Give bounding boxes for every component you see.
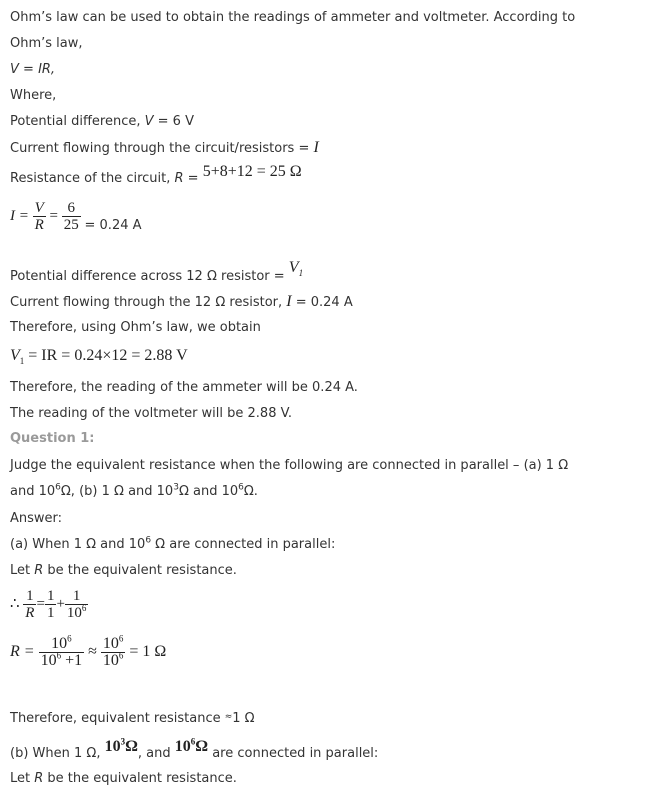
denominator [101, 650, 126, 669]
r-var: R [34, 771, 44, 786]
sup: 6 [145, 535, 152, 546]
base: 10 [51, 635, 68, 652]
text: Therefore, equivalent resistance [10, 711, 225, 726]
current-12ohm-line [10, 294, 353, 311]
pd-var: V [144, 114, 154, 129]
tail: +1 [61, 652, 83, 669]
current-12-label: Current flowing through the 12 Ω resistor, [10, 295, 287, 310]
text: Let [10, 563, 35, 578]
sup: 3 [173, 482, 179, 493]
base: 10 [174, 738, 191, 755]
numerator: 1 [23, 588, 36, 605]
fraction-1-over-r [23, 588, 36, 621]
fraction-1-over-10-6 [65, 588, 89, 621]
numerator: 1 [65, 588, 89, 605]
r-result: = 1 Ω [129, 643, 167, 661]
voltmeter-reading: The reading of the voltmeter will be 2.88 V. [10, 406, 292, 421]
var-v: V [10, 62, 19, 77]
pd-across-label: Potential difference across 12 Ω resistor = [10, 269, 289, 284]
v-var: V [288, 259, 299, 276]
parallel-equation-1 [10, 588, 88, 621]
pd-across-line [10, 259, 304, 285]
numerator: 1 [46, 588, 55, 604]
potential-difference-line [10, 114, 194, 130]
text: be the equivalent resistance. [43, 771, 237, 786]
resistance-expr: 5+8+12 = 25 Ω [202, 163, 302, 180]
base: 10 [104, 738, 121, 755]
v1-eq-var: V [10, 347, 20, 364]
base: 10 [66, 605, 82, 621]
fraction-10-6-over-10-6 [101, 633, 126, 669]
part-b-line [10, 736, 379, 762]
approx-symbol: ≈ [88, 643, 97, 661]
resistor-10-6 [175, 738, 208, 755]
fraction-1-over-1 [45, 588, 57, 621]
let-r-line-2 [10, 771, 237, 787]
text: Ω. [243, 484, 258, 499]
resistance-eq: = [183, 171, 203, 186]
answer-label: Answer: [10, 511, 63, 526]
sup: 6 [118, 650, 124, 661]
text: Ω are connected in parallel: [151, 537, 336, 552]
intro-paragraph-line-2: Ohm’s law, [10, 36, 83, 51]
pd-label: Potential difference, [10, 114, 145, 129]
omega: Ω [125, 738, 138, 755]
question-text-line-2 [10, 484, 258, 500]
therefore-ohms-line: Therefore, using Ohm’s law, we obtain [10, 320, 261, 335]
current-12-value: = 0.24 A [291, 295, 353, 310]
subscript: 1 [298, 268, 304, 279]
denominator [65, 605, 89, 621]
current-label: Current flowing through the circuit/resistors = [10, 141, 314, 156]
fraction-10-6-over-10-6-plus-1 [39, 633, 85, 669]
numerator: V [34, 200, 44, 216]
i-lhs: I = [10, 207, 29, 224]
text: Let [10, 771, 35, 786]
r-var: R [34, 563, 44, 578]
denominator: R [34, 217, 44, 233]
let-r-line [10, 563, 237, 579]
sup: 6 [55, 482, 61, 493]
r-lhs: R = [10, 643, 35, 661]
current-12-var: I [286, 293, 292, 310]
pd-value: = 6 V [153, 114, 194, 129]
resistance-var: R [174, 171, 184, 186]
approx-symbol: ≈ [224, 712, 233, 722]
sup: 6 [67, 633, 72, 644]
text: , and [137, 746, 175, 761]
base: 10 [40, 652, 57, 669]
v1-equation [10, 347, 188, 367]
value: 1 Ω [232, 711, 255, 726]
text: and 10 [10, 484, 56, 499]
current-var: I [313, 139, 319, 156]
sup: 6 [81, 603, 87, 613]
equals: = [49, 207, 59, 224]
denominator: 25 [63, 217, 79, 233]
parallel-equation-2 [10, 633, 167, 669]
current-calculation [10, 200, 142, 233]
resistance-label: Resistance of the circuit, [10, 171, 175, 186]
text: (a) When 1 Ω and 10 [10, 537, 146, 552]
intro-paragraph-line-1: Ohm’s law can be used to obtain the readings of ammeter and voltmeter. According to [10, 10, 576, 25]
question-text-line-1: Judge the equivalent resistance when the following are connected in parallel – (a) 1 Ω [10, 458, 569, 473]
fraction-6-over-25 [62, 200, 81, 233]
base: 10 [102, 652, 119, 669]
ohms-law-equation [10, 62, 55, 78]
equals: = [36, 595, 45, 612]
omega: Ω [195, 738, 209, 755]
fraction-v-over-r [33, 200, 46, 233]
denominator: 1 [46, 605, 55, 621]
numerator: 6 [62, 200, 81, 217]
sup: 6 [56, 650, 62, 661]
ammeter-reading: Therefore, the reading of the ammeter will be 0.24 A. [10, 380, 358, 395]
therefore-symbol: ∴ [10, 595, 20, 612]
resistance-line [10, 163, 302, 187]
eq-rest: = IR, [18, 62, 56, 77]
base: 10 [102, 635, 119, 652]
equivalent-resistance-line [10, 711, 255, 728]
v1-eq-rest: = IR = 0.24×12 = 2.88 V [24, 347, 188, 364]
text: are connected in parallel: [208, 746, 379, 761]
denominator [39, 650, 85, 669]
text: be the equivalent resistance. [43, 563, 237, 578]
text: Ω and 10 [178, 484, 239, 499]
denominator: R [25, 605, 35, 621]
sup: 6 [118, 633, 124, 644]
sup: 6 [238, 482, 244, 493]
v1-eq-sub: 1 [19, 356, 25, 367]
part-a-line [10, 537, 335, 553]
text: (b) When 1 Ω, [10, 746, 105, 761]
v1-var [288, 259, 304, 279]
plus: + [56, 595, 65, 612]
sup: 3 [120, 736, 126, 747]
numerator [39, 633, 85, 653]
question-heading: Question 1: [10, 431, 95, 446]
i-result: = 0.24 A [84, 217, 142, 233]
text: Ω, (b) 1 Ω and 10 [60, 484, 174, 499]
where-label: Where, [10, 88, 57, 103]
current-line [10, 140, 319, 157]
sup: 6 [190, 736, 196, 747]
resistor-10-3 [105, 738, 138, 755]
